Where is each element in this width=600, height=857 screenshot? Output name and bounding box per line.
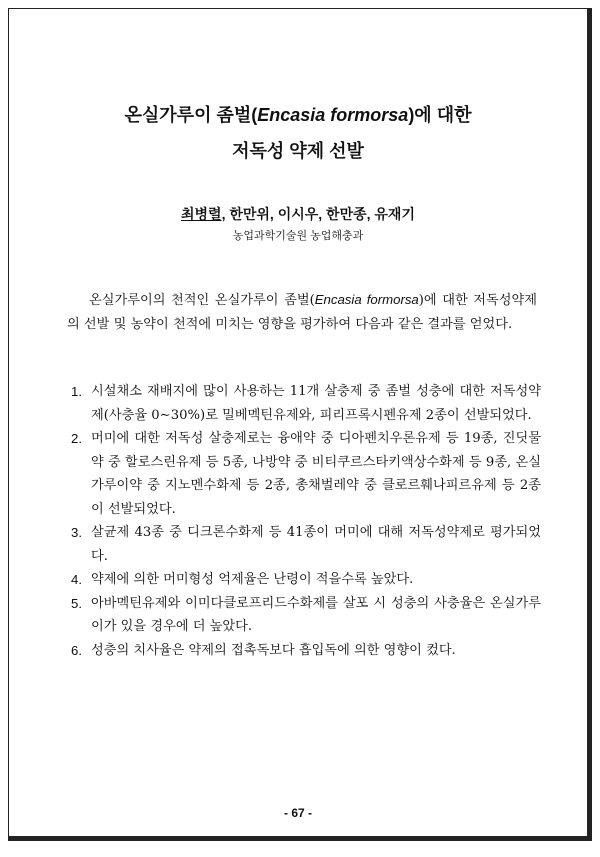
co-authors: , 한만위, 이시우, 한만종, 유재기 [221,206,415,222]
title-species-name: Encasia formorsa [257,105,409,125]
first-author: 최병렬 [181,206,222,222]
list-item [71,639,541,663]
item-text: 약제에 의한 머미형성 억제율은 난령이 적을수록 높았다. [91,572,414,587]
item-text: 아바멕틴유제와 이미다클로프리드수화제를 살포 시 성충의 사충율은 온실가루이가 있을 경우에 더 높았다. [91,595,541,634]
item-number: 3. [71,525,82,540]
item-text: 살균제 43종 중 디크론수화제 등 41종이 머미에 대해 저독성약제로 평가되었다. [91,525,541,564]
item-text: 성충의 치사율은 약제의 접촉독보다 흡입독에 의한 영향이 컸다. [91,642,456,658]
item-text: 머미에 대한 저독성 살충제로는 융애약 중 디아펜치우론유제 등 19종, 진딧물약 중 할로스린유제 등 5종, 나방약 중 비티쿠르스타키액상수화제 등 9종, 온실가루이약 중 지노멘수화제 등 2종, 총채벌레약 중 클로르훼나피르유제 등 2종이 선발되었다. [91,431,541,517]
affiliation: 농업과학기술원 농업해충과 [232,230,364,242]
title-line2: 저독성 약제 선발 [232,141,364,161]
page-number: - 67 - [283,806,312,820]
item-number: 1. [71,384,82,399]
title-text-part: )에 대한 [408,105,472,125]
author-list [9,204,587,224]
item-number: 6. [71,642,82,658]
item-number: 2. [71,431,82,446]
list-item [71,380,541,427]
title-line1 [125,105,472,125]
abstract-paragraph [67,288,537,336]
abstract-text-part: )에 대한 저독성약제의 선발 및 농약이 천적에 미치는 영향을 평가하여 다음과 같은 결과를 얻었다. [67,293,538,332]
paper-title [9,97,587,169]
title-text-part: 온실가루이 좀벌( [124,105,258,125]
findings-list [71,380,541,662]
abstract-text-part: 온실가루이의 천적인 온실가루이 좀벌( [89,293,315,308]
list-item [71,427,541,521]
item-number: 5. [71,595,82,611]
abstract-species-name: Encasia formorsa [314,292,419,307]
list-item [71,592,541,639]
paper-page [8,8,592,841]
list-item [71,568,541,592]
item-text: 시설채소 재배지에 많이 사용하는 11개 살충제 중 좀벌 성충에 대한 저독성약제(사충율 0∼30%)로 밀베멕틴유제와, 피리프록시펜유제 2종이 선발되었다. [91,384,541,423]
item-number: 4. [71,572,82,587]
list-item [71,521,541,568]
